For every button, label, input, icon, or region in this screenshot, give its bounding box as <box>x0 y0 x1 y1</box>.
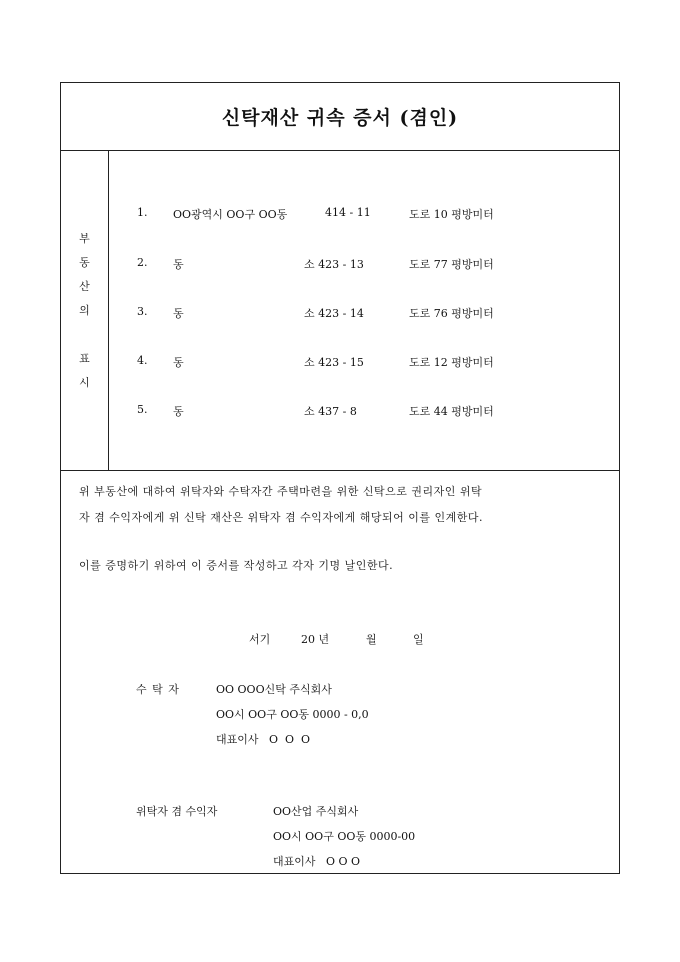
property-lot: 소 423 - 13 <box>304 258 364 271</box>
trustor-representative: 대표이사 O O O <box>273 855 361 868</box>
property-area: 도로 77 평방미터 <box>409 258 494 271</box>
property-lot: 소 437 - 8 <box>304 405 357 418</box>
date-month: 월 <box>366 633 377 646</box>
property-number: 4. <box>137 354 148 367</box>
trustee-address: OO시 OO구 OO동 0000 - 0,0 <box>216 708 369 721</box>
property-number: 2. <box>137 256 148 269</box>
property-label-char: 시 <box>79 376 90 389</box>
property-label-char: 표 <box>79 352 90 365</box>
certify-line: 이를 증명하기 위하여 이 증서를 작성하고 각자 기명 날인한다. <box>79 559 394 572</box>
property-label-char: 의 <box>79 304 90 317</box>
property-location: 동 <box>173 356 184 369</box>
property-location: 동 <box>173 307 184 320</box>
property-area: 도로 76 평방미터 <box>409 307 494 320</box>
date-day: 일 <box>413 633 424 646</box>
property-area: 도로 44 평방미터 <box>409 405 494 418</box>
property-number: 3. <box>137 305 148 318</box>
property-lot: 414 - 11 <box>325 206 371 219</box>
property-label-char: 동 <box>79 256 90 269</box>
property-section <box>61 150 619 471</box>
trustor-label: 위탁자 겸 수익자 <box>136 805 218 818</box>
trustor-address: OO시 OO구 OO동 0000-00 <box>273 830 416 843</box>
trustee-label: 수 탁 자 <box>136 683 180 696</box>
property-area: 도로 10 평방미터 <box>409 208 494 221</box>
trustee-company: OO OOO신탁 주식회사 <box>216 683 332 696</box>
property-lot: 소 423 - 15 <box>304 356 364 369</box>
date-year: 20 년 <box>301 633 330 646</box>
property-number: 5. <box>137 403 148 416</box>
property-label-char: 산 <box>79 280 90 293</box>
trustee-representative: 대표이사 O O O <box>216 733 311 746</box>
title-section <box>61 83 619 151</box>
date-prefix: 서기 <box>249 633 271 646</box>
trustor-company: OO산업 주식회사 <box>273 805 359 818</box>
certificate-frame <box>60 82 620 874</box>
property-location: 동 <box>173 258 184 271</box>
statement-line-1: 위 부동산에 대하여 위탁자와 수탁자간 주택마련을 위한 신탁으로 권리자인 위탁 <box>79 485 483 498</box>
property-number: 1. <box>137 206 148 219</box>
property-area: 도로 12 평방미터 <box>409 356 494 369</box>
property-label-char: 부 <box>79 232 90 245</box>
property-location: OO광역시 OO구 OO동 <box>173 208 288 221</box>
property-lot: 소 423 - 14 <box>304 307 364 320</box>
property-label-column <box>61 150 109 470</box>
document-title: 신탁재산 귀속 증서 (겸인) <box>221 107 459 129</box>
statement-line-2: 자 겸 수익자에게 위 신탁 재산은 위탁자 겸 수익자에게 해당되어 이를 인계한다. <box>79 511 483 524</box>
property-location: 동 <box>173 405 184 418</box>
